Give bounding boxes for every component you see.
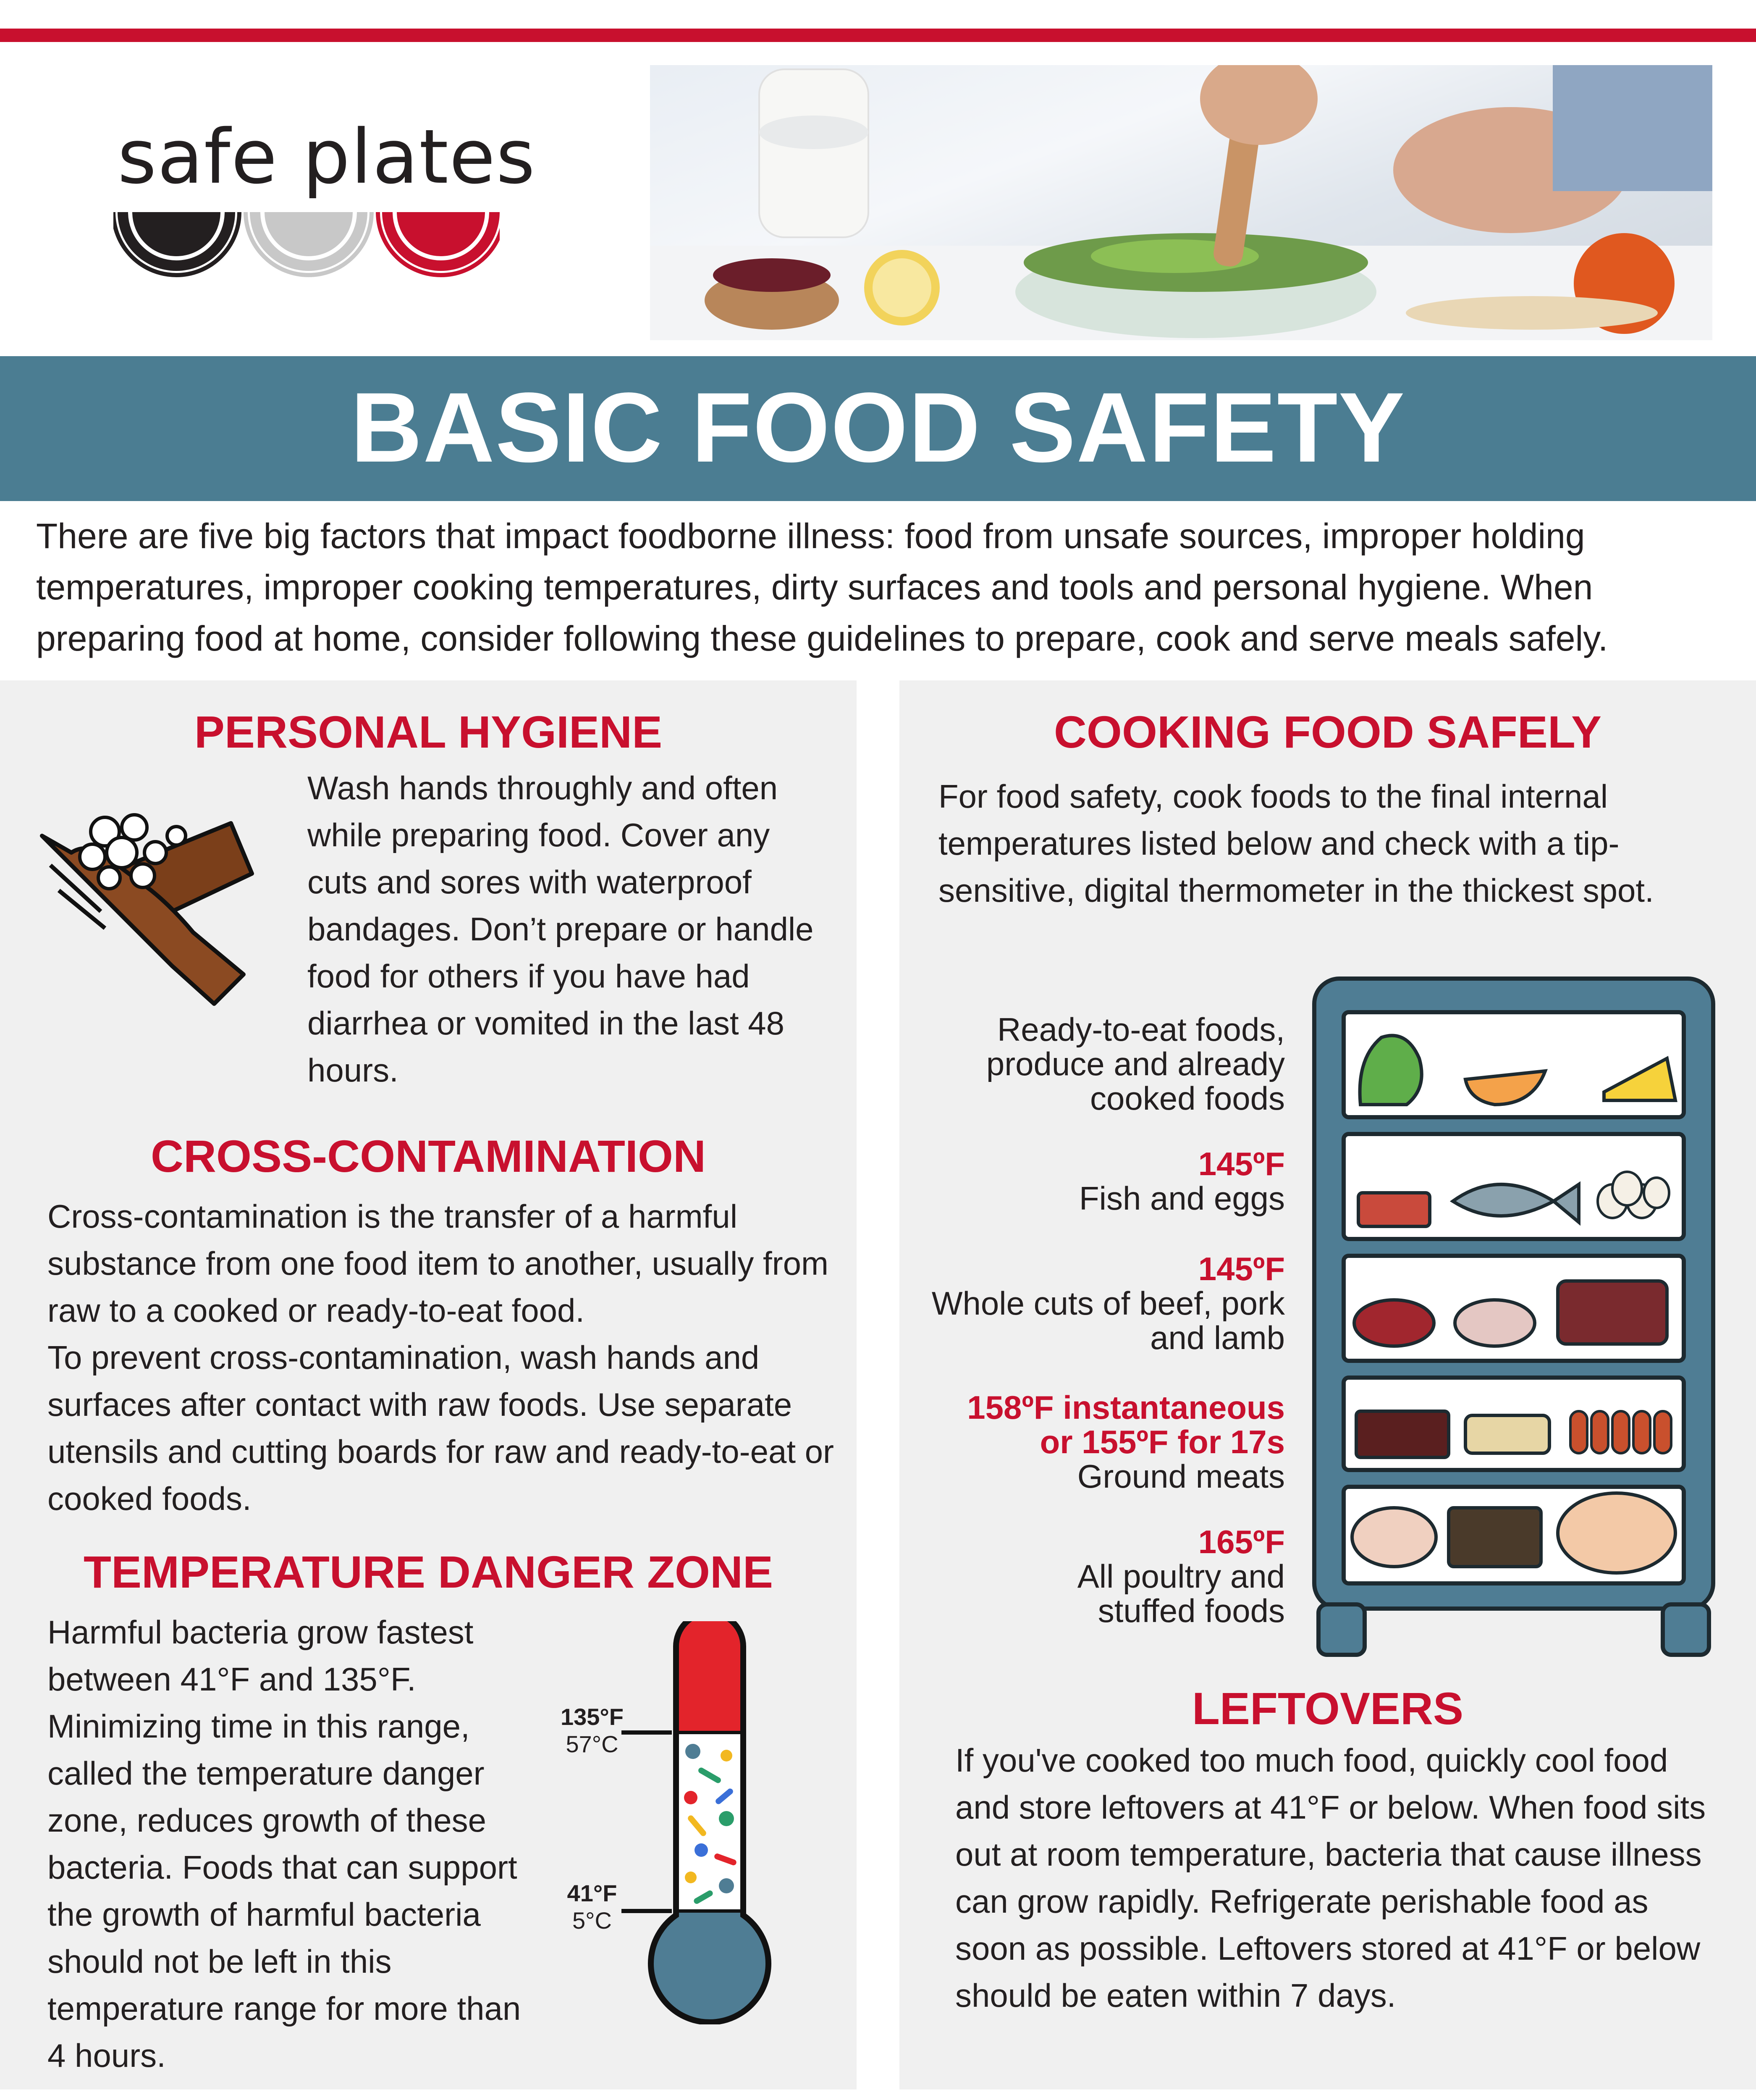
shelf-label-ground-meats [924, 1390, 1285, 1494]
upper-temp-c: 57°C [566, 1731, 619, 1757]
shelf-poultry-label: All poultry and stuffed foods [1077, 1558, 1285, 1629]
cross-contamination-text-1: Cross-contamination is the transfer of a harmful substance from one food item to another, usually from raw to a cooked or ready-to-eat food. [47, 1198, 829, 1329]
cross-contamination-title: CROSS-CONTAMINATION [151, 1131, 706, 1181]
cross-contamination-text-2: To prevent cross-contamination, wash hands and surfaces after contact with raw foods. Use separate utensils and cutting boards for raw and ready-to-eat or cooked foods. [47, 1339, 834, 1517]
shelf-label-poultry [924, 1525, 1285, 1628]
intro-paragraph: There are five big factors that impact foodborne illness: food from unsafe sources, improper holding temperatures, improper cooking temperatures, dirty surfaces and tools and personal hygiene. When preparing food at home, consider following these guidelines to prepare, cook and serve meals safely. [36, 516, 1608, 658]
top-rule [0, 29, 1756, 42]
shelf-fish-temp: 145ºF [1198, 1145, 1285, 1182]
shelf-poultry-temp: 165ºF [1198, 1523, 1285, 1560]
shelf-label-whole-cuts [924, 1252, 1285, 1355]
salad-preparation-photo [650, 65, 1712, 340]
shelf-ground-label: Ground meats [1077, 1458, 1285, 1495]
leftovers-text: If you've cooked too much food, quickly cool food and store leftovers at 41°F or below. When food sits out at room temperature, bacteria that cause illness can grow rapidly. Refrigerate perishable food as soon as possible. Leftovers stored at 41°F or below should be eaten within 7 days. [955, 1742, 1706, 2014]
shelf-whole-cuts-label: Whole cuts of beef, pork and lamb [931, 1285, 1285, 1356]
shelf-fish-label: Fish and eggs [1079, 1180, 1285, 1217]
shelf-ready-label: Ready-to-eat foods, produce and already cooked foods [986, 1011, 1285, 1117]
salad-photo-illustration [650, 65, 1712, 340]
leftovers-title: LEFTOVERS [1192, 1683, 1464, 1734]
shelf-label-fish [924, 1147, 1285, 1215]
cooking-text: For food safety, cook foods to the final internal temperatures listed below and check with a tip-sensitive, digital thermometer in the thickest spot. [938, 778, 1654, 909]
title-banner [0, 356, 1756, 501]
refrigerator-icon [1310, 974, 1717, 1659]
shelf-label-ready-to-eat [924, 1012, 1285, 1116]
lower-temp-c: 5°C [572, 1907, 612, 1934]
fridge-labels [924, 1004, 1285, 1634]
shelf-whole-cuts-temp: 145ºF [1198, 1250, 1285, 1287]
shelf-ground-temp: 158ºF instantaneous or 155ºF for 17s [967, 1389, 1285, 1460]
thermometer-icon [546, 1621, 798, 2024]
page-title: BASIC FOOD SAFETY [350, 372, 1406, 483]
danger-zone-title: TEMPERATURE DANGER ZONE [83, 1546, 773, 1597]
plates-logo-icon [113, 206, 500, 277]
personal-hygiene-text: Wash hands throughly and often while preparing food. Cover any cuts and sores with waterproof bandages. Don’t prepare or handle food for others if you have had diarrhea or vomited in the last 48 hours. [307, 769, 814, 1089]
cooking-title: COOKING FOOD SAFELY [1054, 706, 1602, 757]
handwashing-icon [34, 806, 269, 1016]
logo-wordmark: safe plates [118, 113, 536, 200]
upper-temp-f: 135°F [560, 1704, 624, 1730]
lower-temp-f: 41°F [567, 1880, 617, 1906]
personal-hygiene-title: PERSONAL HYGIENE [194, 706, 663, 757]
danger-zone-text: Harmful bacteria grow fastest between 41°F and 135°F. Minimizing time in this range, called the temperature danger zone, reduces growth of these bacteria. Foods that can support the growth of harmful bacteria should not be left in this temperature range for more than 4 hours. [47, 1614, 521, 2074]
